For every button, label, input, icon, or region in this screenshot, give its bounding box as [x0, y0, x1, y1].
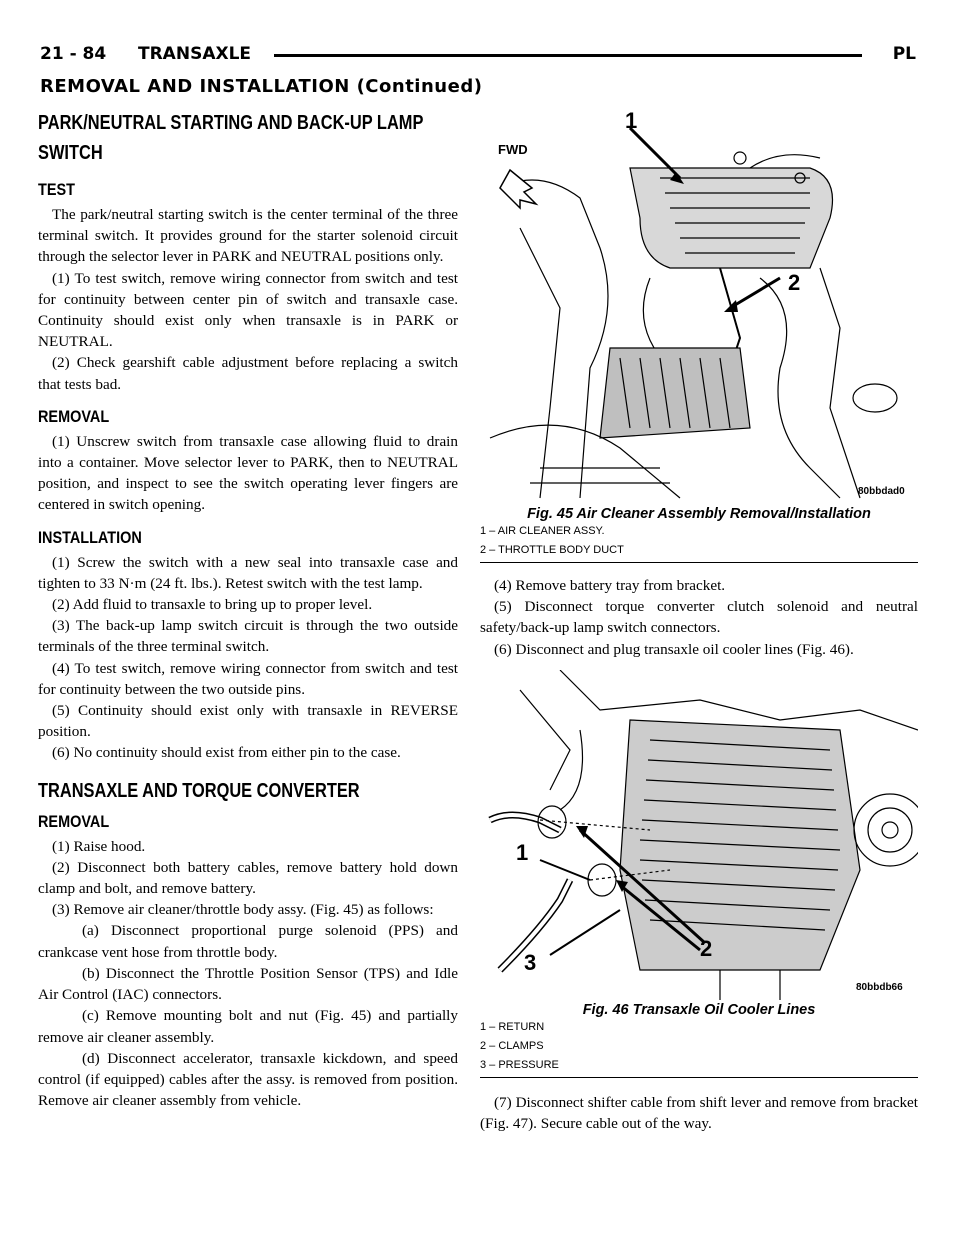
step-paragraph: (6) Disconnect and plug transaxle oil cooler lines (Fig. 46).	[494, 640, 854, 658]
model-code: PL	[892, 44, 916, 64]
removal2-substep: (c) Remove mounting bolt and nut (Fig. 45) and partially remove air cleaner assembly.	[38, 1007, 458, 1046]
removal2-substep: (a) Disconnect proportional purge solenoid (PPS) and crankcase vent hose from throttle body.	[38, 922, 458, 961]
removal2-substep: (b) Disconnect the Throttle Position Sensor (TPS) and Idle Air Control (IAC) connectors.	[38, 964, 458, 1004]
switch-heading	[38, 108, 448, 168]
step-paragraph: (7) Disconnect shifter cable from shift lever and remove from bracket (Fig. 47). Secure cable out of the way.	[480, 1093, 918, 1133]
figure-code: 80bbdb66	[856, 981, 903, 993]
step-paragraph: (5) Disconnect torque converter clutch solenoid and neutral safety/back-up lamp switch connectors.	[480, 598, 918, 637]
right-column	[480, 108, 918, 1134]
callout-2: 2	[700, 935, 713, 961]
callout-1: 1	[516, 839, 529, 865]
figure-46-caption: Fig. 46 Transaxle Oil Cooler Lines	[582, 1001, 816, 1018]
removal-paragraph: (1) Unscrew switch from transaxle case allowing fluid to drain into a container. Move selector lever to PARK, then to NEUTRAL position, and inspect to see the switch operating lever fingers are centered in switch opening.	[38, 432, 458, 514]
section-title: TRANSAXLE	[138, 44, 252, 64]
removal2-step: (2) Disconnect both battery cables, remove battery hold down clamp and bolt, and remove battery.	[38, 858, 458, 898]
removal2-step: (1) Raise hood.	[52, 837, 146, 855]
legend-item: 3 – PRESSURE	[480, 1058, 559, 1071]
installation-heading: INSTALLATION	[38, 527, 142, 547]
install-paragraph: (5) Continuity should exist only with transaxle in REVERSE position.	[38, 702, 458, 741]
figure-46	[480, 670, 918, 1000]
install-paragraph: (2) Add fluid to transaxle to bring up to proper level.	[52, 596, 373, 614]
install-paragraph: (4) To test switch, remove wiring connector from switch and test for continuity between the two outside pins.	[38, 659, 458, 698]
step-paragraph: (4) Remove battery tray from bracket.	[494, 577, 726, 594]
callout-2: 2	[788, 270, 801, 295]
fwd-label: FWD	[498, 142, 528, 157]
transaxle-heading: TRANSAXLE AND TORQUE CONVERTER	[38, 779, 360, 802]
figure-code: 80bbdad0	[858, 486, 905, 497]
legend-item: 1 – AIR CLEANER ASSY.	[480, 525, 605, 537]
oil-cooler-illustration	[480, 670, 918, 1000]
test-paragraph: (2) Check gearshift cable adjustment before replacing a switch that tests bad.	[38, 354, 458, 393]
switch-heading-text: PARK/NEUTRAL STARTING AND BACK-UP LAMP SWITCH	[38, 112, 424, 164]
figure-45-caption: Fig. 45 Air Cleaner Assembly Removal/Installation	[527, 506, 871, 522]
removal2-substep: (d) Disconnect accelerator, transaxle kickdown, and speed control (if equipped) cables after the assy. is removed from position. Remove air cleaner assembly from vehicle.	[38, 1049, 458, 1110]
left-column	[38, 108, 458, 1111]
page-header	[40, 44, 920, 66]
figure-45-legend	[480, 522, 918, 563]
install-paragraph: (1) Screw the switch with a new seal into transaxle case and tighten to 33 N·m (24 ft. lbs.). Retest switch with the test lamp.	[38, 553, 458, 592]
test-paragraph: The park/neutral starting switch is the center terminal of the three terminal switch. It provides ground for the starter solenoid circuit through the selector lever in PARK and NEUTRAL positions only.	[38, 206, 458, 266]
legend-item: 2 – THROTTLE BODY DUCT	[480, 544, 624, 556]
page-number: 21 - 84	[40, 44, 107, 64]
install-paragraph: (3) The back-up lamp switch circuit is through the two outside terminals of the three terminal switch.	[38, 617, 458, 656]
legend-item: 1 – RETURN	[480, 1020, 545, 1033]
figure-46-legend	[480, 1018, 918, 1078]
continued-heading: REMOVAL AND INSTALLATION (Continued)	[40, 76, 483, 97]
air-cleaner-illustration	[480, 108, 918, 504]
install-paragraph: (6) No continuity should exist from either pin to the case.	[52, 744, 401, 762]
legend-item: 2 – CLAMPS	[480, 1039, 544, 1052]
test-heading: TEST	[38, 180, 75, 199]
removal-heading: REMOVAL	[38, 406, 110, 426]
removal2-heading: REMOVAL	[38, 811, 110, 831]
callout-3: 3	[524, 949, 537, 975]
header-rule	[274, 54, 862, 57]
test-paragraph: (1) To test switch, remove wiring connector from switch and test for continuity between center pin of switch and transaxle case. Continuity should exist only when transaxle is in PARK or NEUTRAL.	[38, 269, 458, 351]
removal2-step: (3) Remove air cleaner/throttle body assy. (Fig. 45) as follows:	[52, 901, 434, 919]
callout-1: 1	[625, 108, 638, 133]
figure-45	[480, 108, 918, 504]
